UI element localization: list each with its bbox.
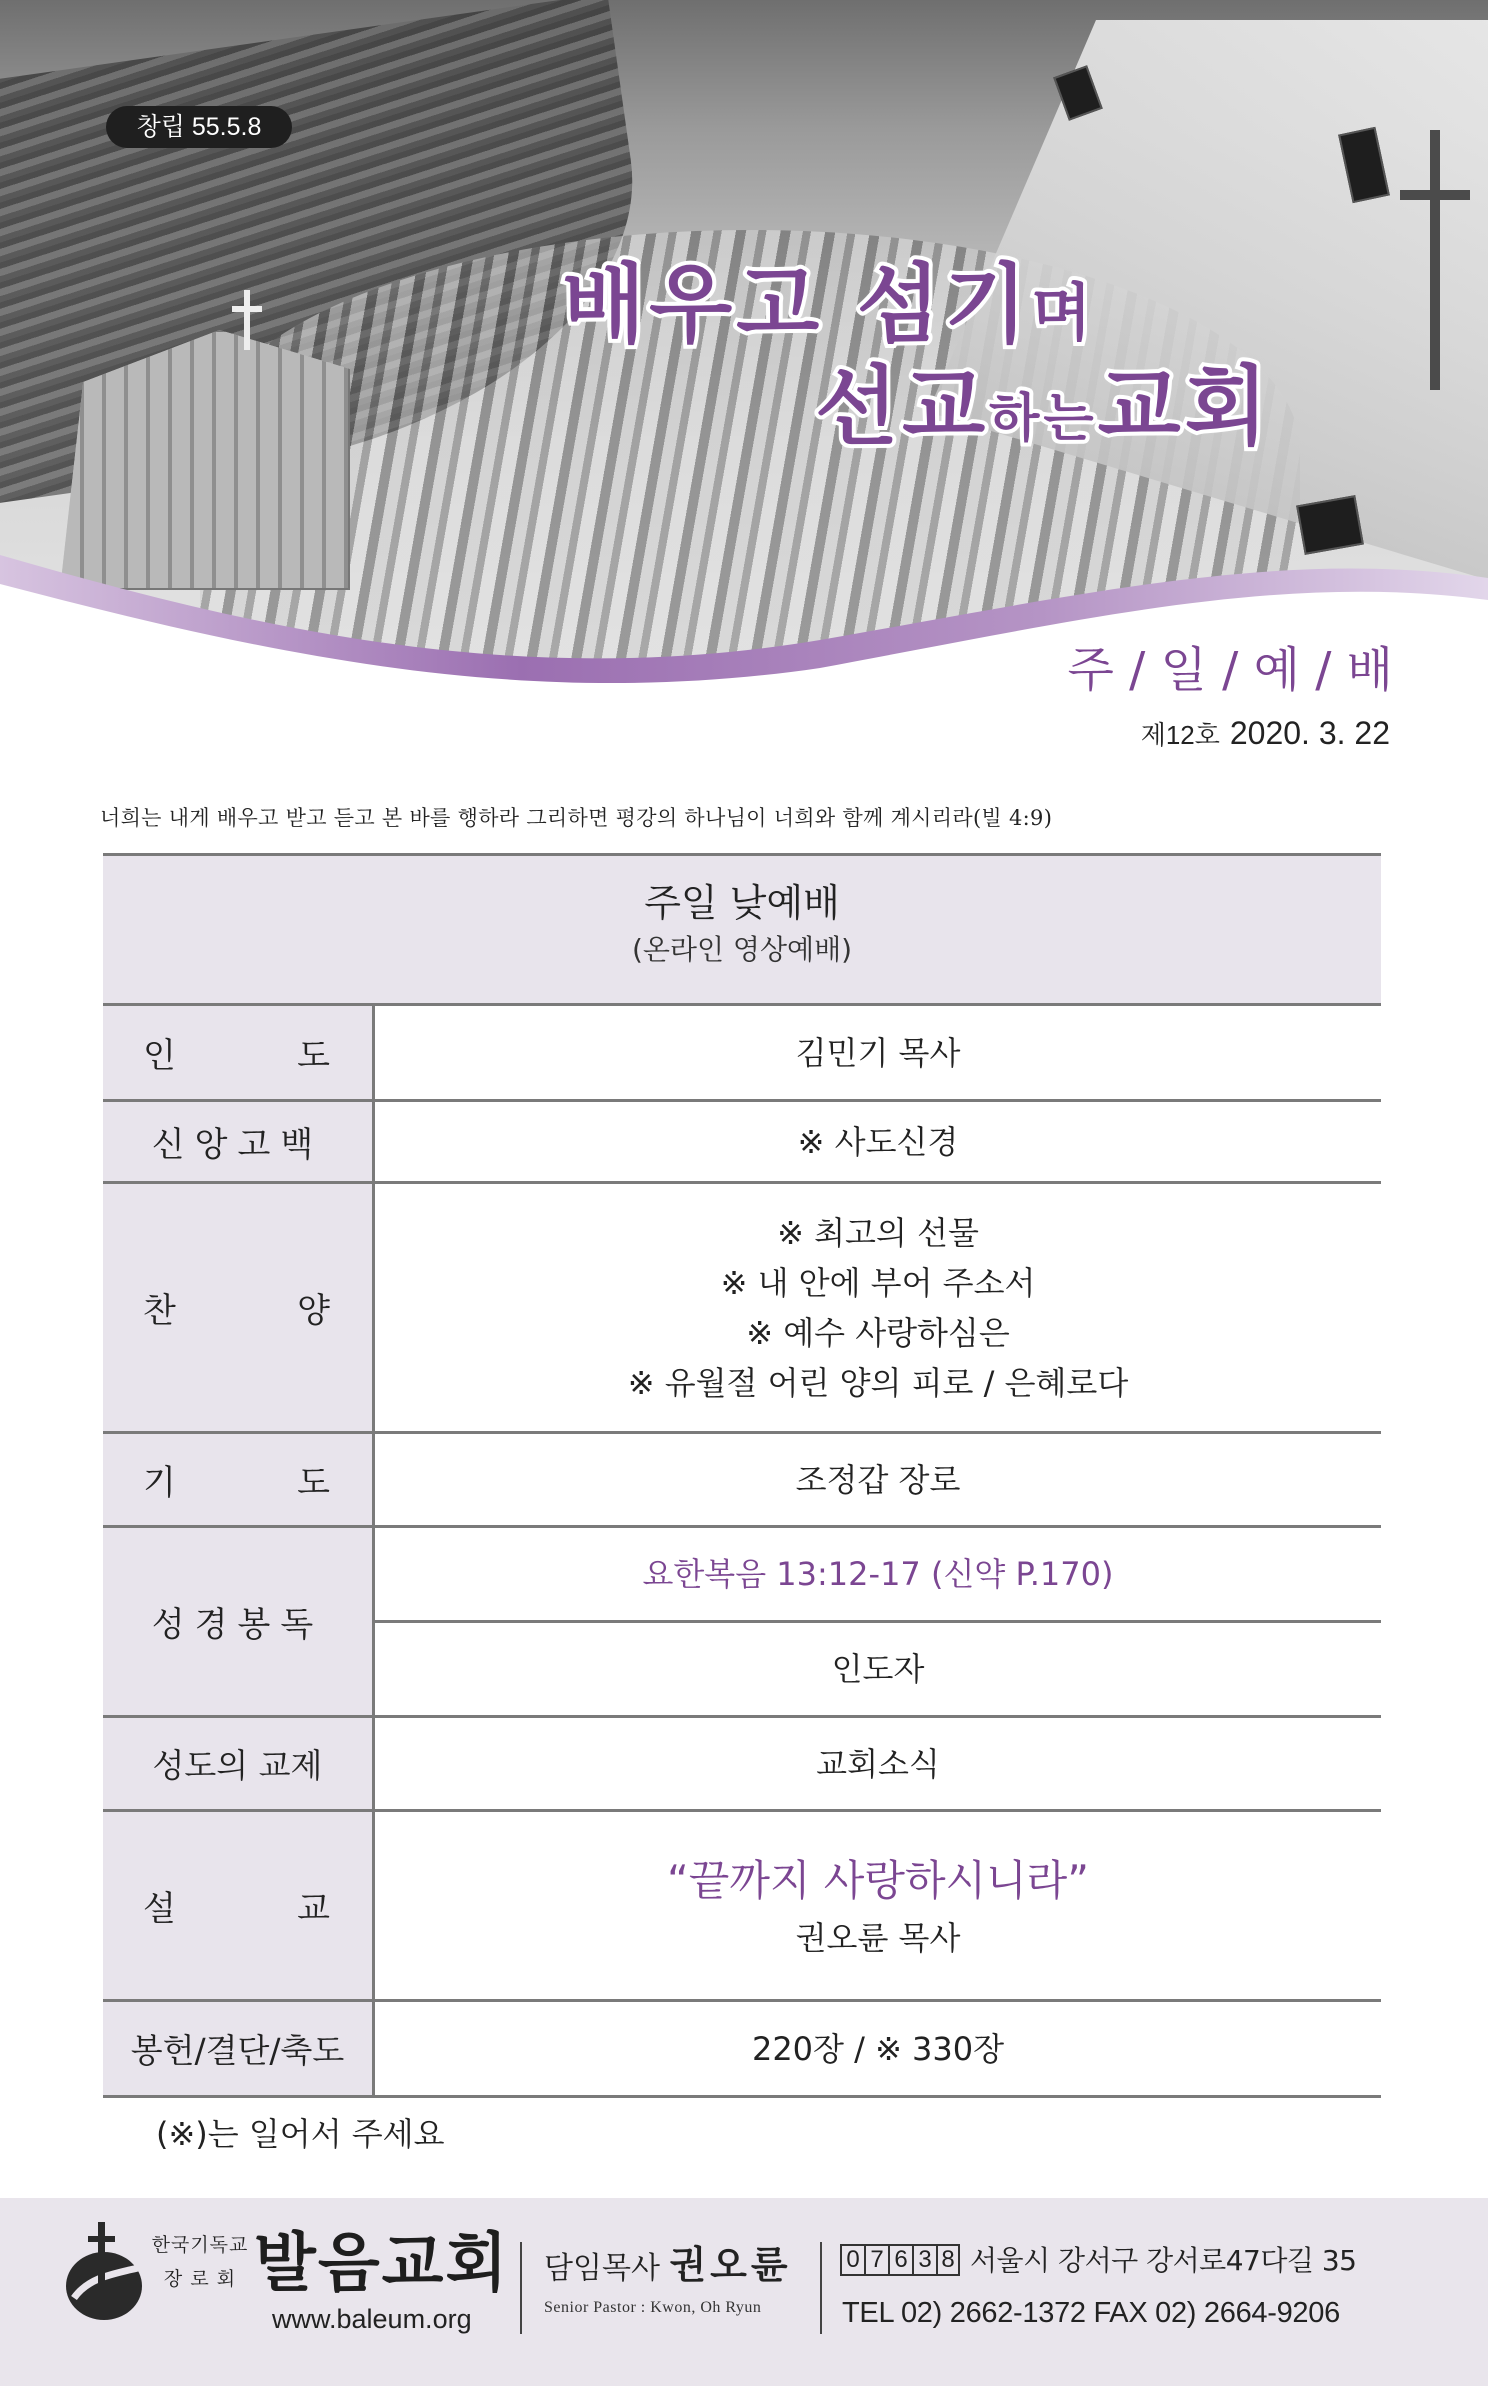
row-label: 신앙고백	[103, 1102, 375, 1181]
table-row-sermon	[103, 1812, 1381, 2002]
order-of-worship-table	[103, 853, 1381, 2098]
row-content	[375, 1528, 1381, 1715]
table-row-prayer	[103, 1434, 1381, 1528]
row-label: 인 도	[103, 1006, 375, 1099]
sermon-title: “끝까지 사랑하시니라”	[666, 1855, 1090, 1905]
row-content: 220장 / ※ 330장	[751, 2029, 1005, 2068]
issue-date: 2020. 3. 22	[1229, 715, 1390, 751]
row-label: 성경봉독	[103, 1528, 375, 1715]
church-name: 발음교회	[254, 2227, 510, 2301]
slogan-line-1: 배우고 섬기며	[562, 255, 1096, 355]
footer-divider	[520, 2242, 522, 2334]
bible-verse: 너희는 내게 배우고 받고 듣고 본 바를 행하라 그리하면 평강의 하나님이 너희와 함께 계시리라(빌 4:9)	[100, 806, 1053, 830]
phone-fax: TEL 02) 2662-1372 FAX 02) 2664-9206	[842, 2297, 1340, 2329]
established-badge: 창립 55.5.8	[106, 106, 292, 148]
table-row-offering	[103, 2002, 1381, 2098]
zip-code: 0 7 6 3 8	[840, 2244, 960, 2276]
table-row-fellowship	[103, 1718, 1381, 1812]
issue-info	[1010, 708, 1390, 758]
scripture-reader: 인도자	[831, 1650, 925, 1688]
issue-number: 제12호	[1140, 720, 1220, 750]
row-label: 봉헌/결단/축도	[103, 2002, 375, 2095]
row-content	[375, 1812, 1381, 1999]
table-row-praise	[103, 1184, 1381, 1434]
standing-note: (※)는 일어서 주세요	[156, 2115, 445, 2153]
service-title: 주일 낮예배	[644, 881, 840, 925]
table-title-row	[103, 856, 1381, 1006]
hymn-item: ※ 유월절 어린 양의 피로 / 은혜로다	[627, 1363, 1129, 1402]
denomination: 한국기독교 장 로 회	[151, 2234, 249, 2290]
hymn-item: ※ 예수 사랑하심은	[746, 1313, 1010, 1352]
row-content: 조정갑 장로	[795, 1460, 961, 1499]
table-row-creed	[103, 1102, 1381, 1184]
hymn-item: ※ 내 안에 부어 주소서	[720, 1263, 1036, 1302]
table-row-scripture	[103, 1528, 1381, 1718]
row-content: 교회소식	[816, 1744, 940, 1783]
scripture-reference: 요한복음 13:12-17 (신약 P.170)	[642, 1555, 1114, 1593]
slogan-line-2: 선교하는교회	[815, 357, 1272, 457]
preacher: 권오륜 목사	[795, 1918, 961, 1957]
row-content: 김민기 목사	[795, 1033, 961, 1072]
service-name: 주 / 일 / 예 / 배	[1067, 642, 1393, 698]
service-subtitle: (온라인 영상예배)	[631, 933, 853, 966]
church-website-link[interactable]: www.baleum.org	[272, 2304, 472, 2334]
senior-pastor: 담임목사 권오륜	[544, 2243, 792, 2287]
footer-divider	[820, 2242, 822, 2334]
senior-pastor-english: Senior Pastor : Kwon, Oh Ryun	[544, 2299, 762, 2316]
row-label: 찬 양	[103, 1184, 375, 1431]
table-row-invocation	[103, 1006, 1381, 1102]
row-content	[375, 1184, 1381, 1431]
church-address: 서울시 강서구 강서로47다길 35	[970, 2244, 1357, 2277]
row-label: 설 교	[103, 1812, 375, 1999]
row-label: 성도의 교제	[103, 1718, 375, 1809]
row-content: ※ 사도신경	[797, 1122, 959, 1161]
row-label: 기 도	[103, 1434, 375, 1525]
hymn-item: ※ 최고의 선물	[777, 1213, 979, 1252]
church-logo-icon	[58, 2218, 148, 2328]
